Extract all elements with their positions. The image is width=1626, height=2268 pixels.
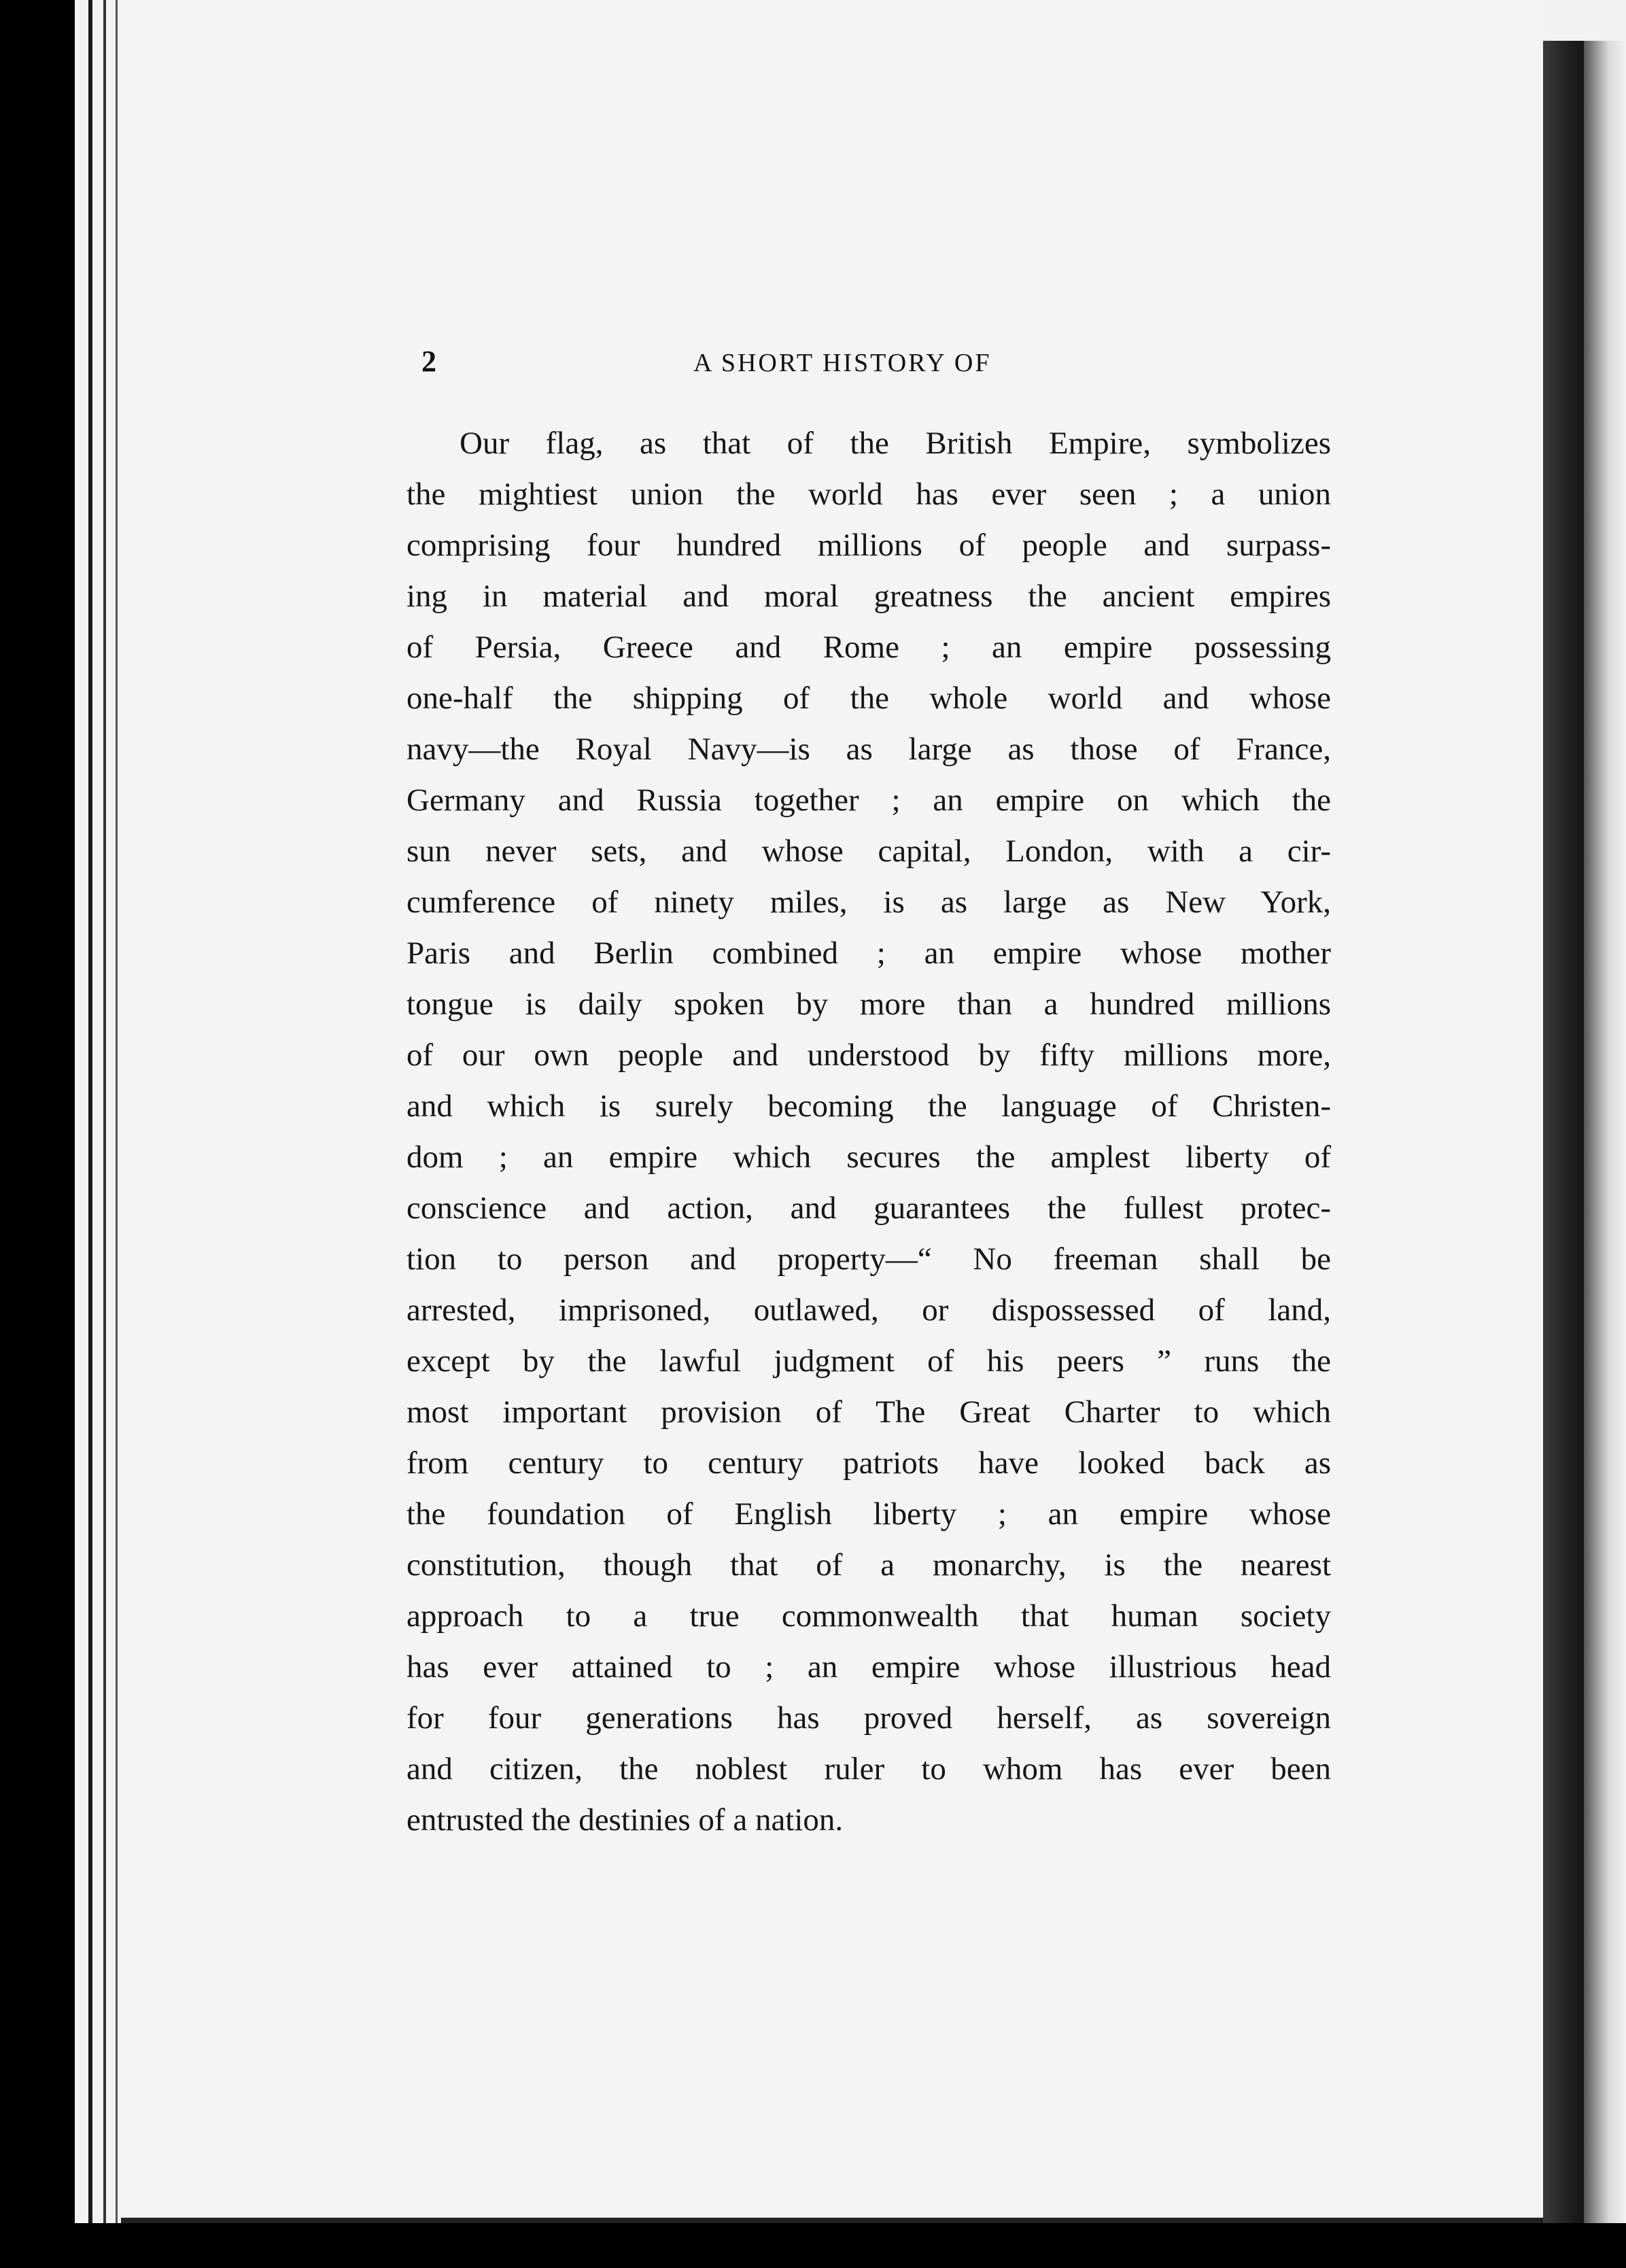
text-line: cumference of ninety miles, is as large as New York, bbox=[406, 884, 1331, 920]
text-line: of our own people and understood by fifty millions more, bbox=[406, 1037, 1331, 1073]
page-number: 2 bbox=[421, 345, 437, 378]
text-line: of Persia, Greece and Rome ; an empire possessing bbox=[406, 630, 1331, 665]
text-line: Our flag, as that of the British Empire, symbolizes bbox=[460, 426, 1331, 461]
page-edge-line bbox=[116, 0, 118, 2223]
text-line: sun never sets, and whose capital, London, with a cir- bbox=[406, 834, 1331, 869]
text-line: tongue is daily spoken by more than a hundred millions bbox=[406, 986, 1331, 1022]
text-line: tion to person and property—“ No freeman shall be bbox=[406, 1241, 1331, 1277]
text-line: entrusted the destinies of a nation. bbox=[406, 1802, 844, 1838]
text-line: Germany and Russia together ; an empire on which the bbox=[406, 783, 1331, 818]
text-line: Paris and Berlin combined ; an empire whose mother bbox=[406, 935, 1331, 971]
text-line: has ever attained to ; an empire whose illustrious head bbox=[406, 1649, 1331, 1685]
running-head: A SHORT HISTORY OF bbox=[693, 349, 992, 377]
page-header bbox=[421, 344, 1326, 385]
text-line: from century to century patriots have looked back as bbox=[406, 1445, 1331, 1481]
text-line: dom ; an empire which secures the amplest liberty of bbox=[406, 1139, 1331, 1175]
text-line: and citizen, the noblest ruler to whom has ever been bbox=[406, 1751, 1331, 1787]
text-line: most important provision of The Great Charter to which bbox=[406, 1394, 1331, 1430]
text-line: approach to a true commonwealth that human society bbox=[406, 1598, 1331, 1634]
text-line: navy—the Royal Navy—is as large as those of France, bbox=[406, 732, 1331, 767]
text-line: comprising four hundred millions of people and surpass- bbox=[406, 528, 1331, 563]
page-edge-line bbox=[88, 0, 92, 2223]
text-line: the foundation of English liberty ; an empire whose bbox=[406, 1496, 1331, 1532]
next-page-edge bbox=[1584, 41, 1625, 2223]
text-line: and which is surely becoming the language of Christen- bbox=[406, 1088, 1331, 1124]
body-paragraph bbox=[406, 418, 1331, 1846]
text-line: one-half the shipping of the whole world and whose bbox=[406, 681, 1331, 716]
text-line: conscience and action, and guarantees the fullest protec- bbox=[406, 1190, 1331, 1226]
text-line: for four generations has proved herself, as sovereign bbox=[406, 1700, 1331, 1736]
text-line: ing in material and moral greatness the ancient empires bbox=[406, 579, 1331, 614]
text-line: the mightiest union the world has ever seen ; a union bbox=[406, 477, 1331, 512]
page-edge-line bbox=[103, 0, 106, 2223]
text-line: arrested, imprisoned, outlawed, or dispossessed of land, bbox=[406, 1292, 1331, 1328]
text-line: except by the lawful judgment of his peers ” runs the bbox=[406, 1343, 1331, 1379]
text-line: constitution, though that of a monarchy, is the nearest bbox=[406, 1547, 1331, 1583]
page-bottom-edge bbox=[121, 2218, 1543, 2223]
